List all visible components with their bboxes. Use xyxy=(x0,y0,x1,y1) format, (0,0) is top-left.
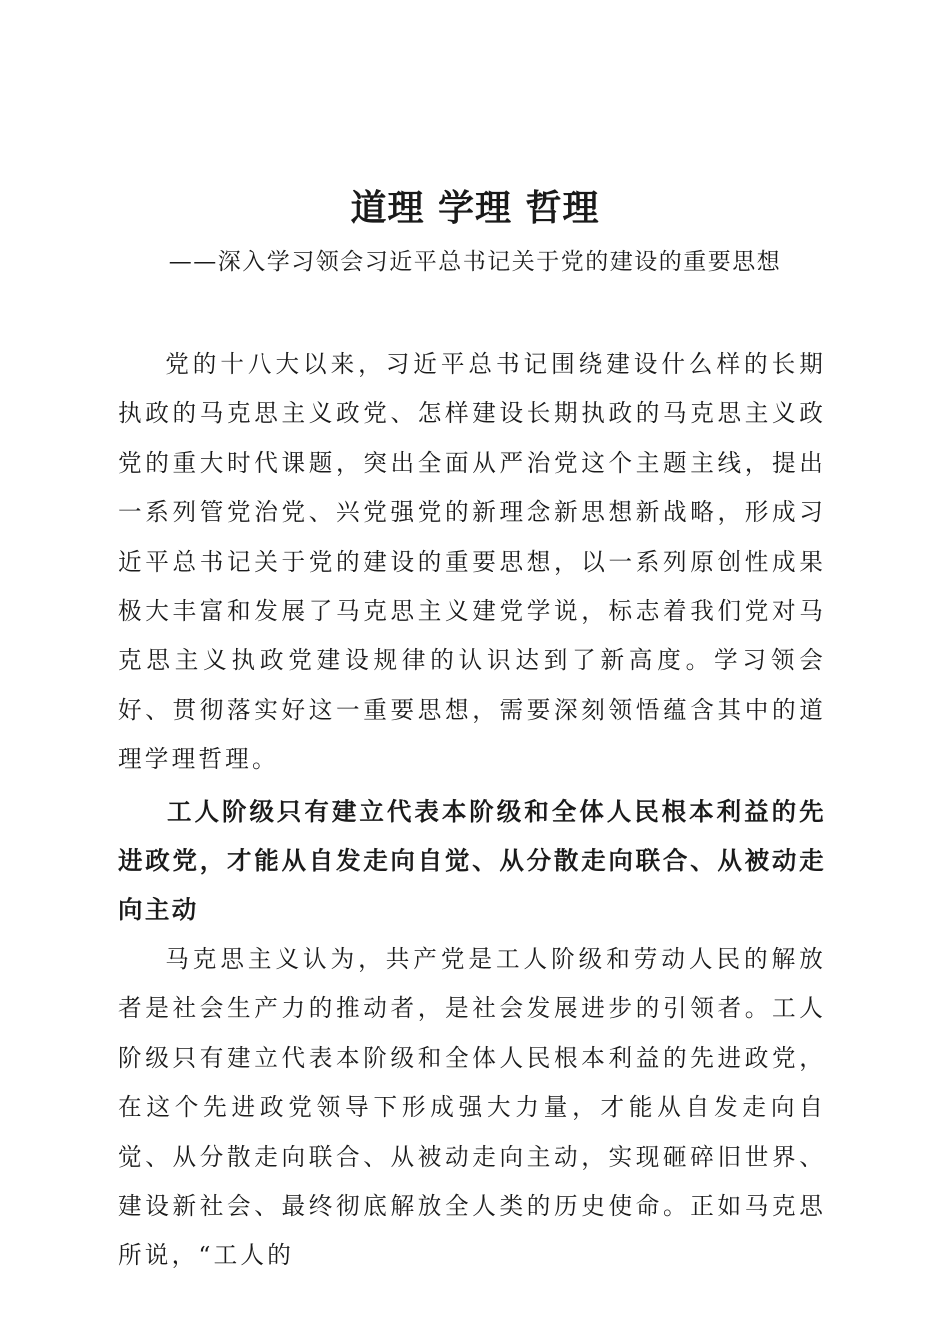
section-paragraph: 马克思主义认为，共产党是工人阶级和劳动人民的解放者是社会生产力的推动者，是社会发展进步的引领者。工人阶级只有建立代表本阶级和全体人民根本利益的先进政党，在这个先进政党领导下形成强大力量，才能从自发走向自觉、从分散走向联合、从被动走向主动，实现砸碎旧世界、建设新社会、最终彻底解放全人类的历史使命。正如马克思所说，“工人的 xyxy=(118,944,826,1270)
document-body xyxy=(118,340,826,1281)
intro-paragraph: 党的十八大以来，习近平总书记围绕建设什么样的长期执政的马克思主义政党、怎样建设长期执政的马克思主义政党的重大时代课题，突出全面从严治党这个主题主线，提出一系列管党治党、兴党强党的新理念新思想新战略，形成习近平总书记关于党的建设的重要思想，以一系列原创性成果极大丰富和发展了马克思主义建党学说，标志着我们党对马克思主义执政党建设规律的认识达到了新高度。学习领会好、贯彻落实好这一重要思想，需要深刻领悟蕴含其中的道理学理哲理。 xyxy=(118,350,826,774)
document-subtitle: ——深入学习领会习近平总书记关于党的建设的重要思想 xyxy=(168,249,782,275)
section-heading: 工人阶级只有建立代表本阶级和全体人民根本利益的先进政党，才能从自发走向自觉、从分散走向联合、从被动走向主动 xyxy=(118,796,826,925)
document-title: 道理 学理 哲理 xyxy=(350,187,600,229)
